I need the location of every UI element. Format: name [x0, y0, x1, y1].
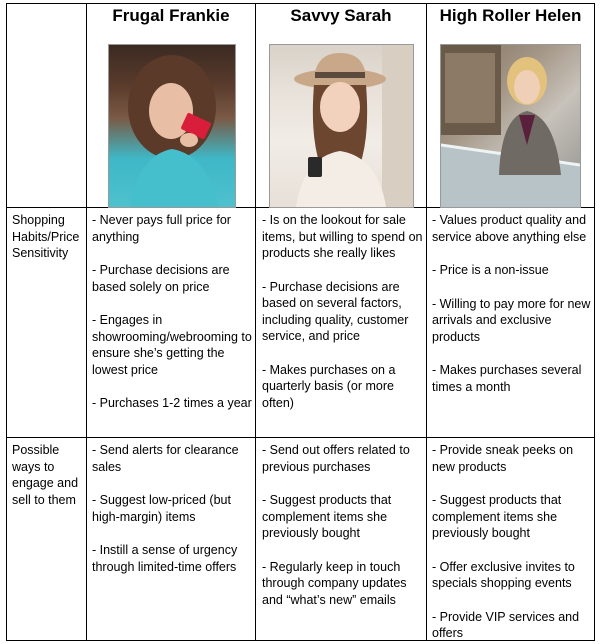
- list-item: - Never pays full price for anything: [92, 213, 231, 244]
- list-item: - Purchase decisions are based solely on price: [92, 263, 230, 294]
- cell-sarah-engage: [262, 442, 424, 625]
- row-label-ways-to-engage: Possible ways to engage and sell to them: [12, 443, 79, 507]
- list-item: - Send alerts for clearance sales: [92, 443, 239, 474]
- list-item: - Suggest products that complement items she previously bought: [432, 493, 562, 540]
- table-border-top: [6, 3, 595, 4]
- woman-at-jewelry-counter-illustration: [441, 45, 580, 207]
- woman-with-phone-illustration: [109, 45, 235, 207]
- list-item: - Willing to pay more for new arrivals and exclusive products: [432, 296, 591, 344]
- list-item: - Makes purchases several times a month: [432, 363, 582, 394]
- woman-in-hat-illustration: [270, 45, 413, 207]
- cell-helen-habits: [432, 212, 592, 412]
- list-item: - Price is a non-issue: [432, 263, 549, 277]
- woman-with-phone-photo: [108, 44, 236, 208]
- list-item: - Send out offers related to previous purchases: [262, 443, 410, 474]
- cell-sarah-habits: [262, 212, 424, 428]
- list-item: - Instill a sense of urgency through limited-time offers: [92, 543, 238, 574]
- list-item: - Provide VIP services and offers: [432, 609, 580, 640]
- woman-at-jewelry-counter-photo: [440, 44, 581, 208]
- list-item: - Regularly keep in touch through company updates and “what’s new” emails: [262, 559, 407, 607]
- persona-name-sarah: Savvy Sarah: [290, 6, 392, 25]
- persona-name-helen: High Roller Helen: [439, 6, 582, 25]
- list-item: - Suggest products that complement items she previously bought: [262, 493, 392, 540]
- list-item: - Suggest low-priced (but high-margin) items: [92, 493, 231, 524]
- table-divider-col2: [255, 3, 256, 641]
- row-label-shopping-habits: Shopping Habits/Price Sensitivity: [12, 213, 80, 260]
- woman-in-hat-photo: [269, 44, 414, 208]
- list-item: - Provide sneak peeks on new products: [432, 443, 574, 474]
- table-border-left: [6, 3, 7, 641]
- list-item: - Makes purchases on a quarterly basis (or more often): [262, 362, 396, 410]
- list-item: - Values product quality and service above anything else: [432, 213, 587, 244]
- list-item: - Purchases 1-2 times a year: [92, 396, 252, 410]
- list-item: - Offer exclusive invites to specials shopping events: [432, 559, 575, 590]
- list-item: - Purchase decisions are based on several factors, including quality, customer service, and price: [262, 279, 409, 343]
- table-divider-col1: [86, 3, 87, 641]
- cell-helen-engage: [432, 442, 592, 642]
- cell-frankie-engage: [92, 442, 252, 592]
- table-divider-row2: [6, 437, 595, 438]
- table-border-right: [594, 3, 595, 641]
- persona-name-frankie: Frugal Frankie: [112, 6, 230, 25]
- cell-frankie-habits: [92, 212, 252, 429]
- table-divider-col3: [426, 3, 427, 641]
- list-item: - Is on the lookout for sale items, but willing to spend on products she really likes: [262, 213, 423, 260]
- list-item: - Engages in showrooming/webrooming to ensure she’s getting the lowest price: [92, 313, 252, 377]
